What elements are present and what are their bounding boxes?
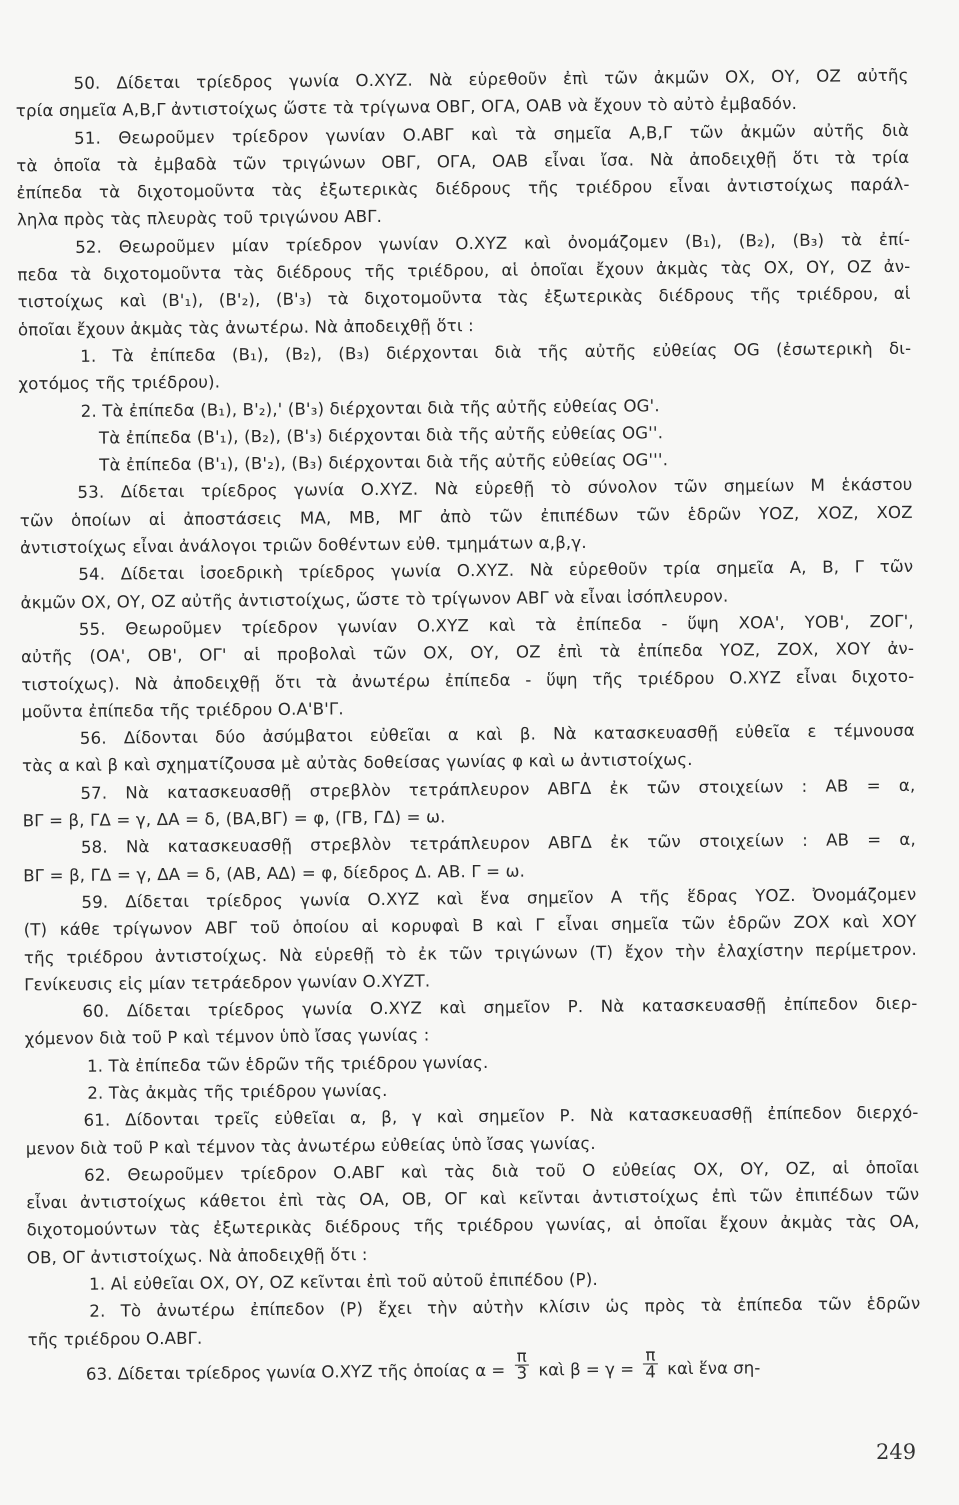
text-line: τὰς α καὶ β καὶ σχηματίζουσα μὲ αὐτὰς δοθείσας γωνίας φ καὶ ω ἀντιστοίχως. <box>22 750 693 776</box>
fraction-denominator: 3 <box>516 1363 528 1383</box>
text-line: 2. Τὰς ἀκμὰς τῆς τριέδρου γωνίας. <box>87 1080 388 1103</box>
problem-54 <box>20 553 913 616</box>
text-line: μοῦντα ἐπίπεδα τῆς τριέδρου Ο.Α'Β'Γ. <box>21 699 344 722</box>
text-line: 57. Νὰ κατασκευασθῇ στρεβλὸν τετράπλευρον ΑΒΓΔ ἐκ τῶν στοιχείων : ΑΒ = α, <box>80 775 916 803</box>
problem-51 <box>16 116 910 234</box>
fraction-pi-over-4 <box>643 1347 658 1380</box>
page-number: 249 <box>876 1440 917 1464</box>
math-suffix: καὶ ἕνα ση- <box>667 1358 761 1379</box>
problem-63 <box>28 1345 921 1394</box>
text-line: 50. Δίδεται τρίεδρος γωνία Ο.ΧΥΖ. Νὰ εὑρεθοῦν ἐπὶ τῶν ἀκμῶν ΟΧ, ΟΥ, ΟΖ αὐτῆς <box>73 65 909 93</box>
text-line: 58. Νὰ κατασκευασθῇ στρεβλὸν τετράπλευρον ΑΒΓΔ ἐκ τῶν στοιχείων : ΑΒ = α, <box>80 830 916 858</box>
text-line: πεδα τὰ διχοτομοῦντα τὰς διέδρους τῆς τριέδρου, αἱ ὁποῖαι ἔχουν ἀκμὰς τὰς ΟΧ, ΟΥ, ΟΖ ἀν- <box>17 256 911 285</box>
text-line: τιστοίχως καὶ (Β'₁), (Β'₂), (Β'₃) τὰ διχοτομοῦντα τὰς ἐξωτερικὰς διέδρους τῆς τριέδρου, αἱ <box>17 284 911 312</box>
math-middle: καὶ β = γ = <box>538 1359 635 1380</box>
text-line: 55. Θεωροῦμεν τρίεδρον γωνίαν Ο.ΧΥΖ καὶ τὰ ἐπίπεδα - ὕψη ΧΟΑ', ΥΟΒ', ΖΟΓ', <box>78 611 914 639</box>
text-line: Τὰ ἐπίπεδα (Β'₁), (Β'₂), (Β₃) διέρχονται διὰ τῆς αὐτῆς εὐθείας ΟG'''. <box>99 450 669 475</box>
text-line: Γενίκευσις εἰς μίαν τετράεδρον γωνίαν Ο.ΧΥΖΤ. <box>24 971 431 995</box>
text-line: 56. Δίδονται δύο ἀσύμβατοι εὐθεῖαι α καὶ β. Νὰ κατασκευασθῇ εὐθεῖα ε τέμνουσα <box>79 720 915 748</box>
text-line: Τὰ ἐπίπεδα (Β'₁), (Β₂), (Β'₃) διέρχονται διὰ τῆς αὐτῆς εὐθείας ΟG''. <box>98 423 664 448</box>
text-line: ἐπίπεδα τὰ διχοτομοῦντα τὰς ἐξωτερικὰς διέδρους τῆς τριέδρου εἶναι ἀντιστοίχως παράλ- <box>16 175 910 203</box>
problem-58 <box>23 826 916 889</box>
text-line: διχοτομούντων τὰς ἐξωτερικὰς διέδρους τῆς τριέδρου γωνίας, αἱ ὁποῖαι ἔχουν ἀκμὰς τὰς ΟΑ, <box>26 1212 920 1240</box>
text-line: χόμενον διὰ τοῦ Ρ καὶ τέμνον ὑπὸ ἴσας γωνίας : <box>24 1025 430 1049</box>
text-line: 53. Δίδεται τρίεδρος γωνία Ο.ΧΥΖ. Νὰ εὑρεθῇ τὸ σύνολον τῶν σημείων Μ ἑκάστου <box>77 475 913 503</box>
text-line: 54. Δίδεται ἰσοεδρικὴ τρίεδρος γωνία Ο.ΧΥΖ. Νὰ εὑρεθοῦν τρία σημεῖα Α, Β, Γ τῶν <box>78 557 914 585</box>
problem-60 <box>24 990 918 1108</box>
text-line: 52. Θεωροῦμεν μίαν τρίεδρον γωνίαν Ο.ΧΥΖ καὶ ὀνομάζομεν (Β₁), (Β₂), (Β₃) τὰ ἐπί- <box>75 229 911 257</box>
math-prefix: 63. Δίδεται τρίεδρος γωνία Ο.ΧΥΖ τῆς ὁποίας α = <box>85 1360 506 1384</box>
text-line: 1. Τὰ ἐπίπεδα τῶν ἑδρῶν τῆς τριέδρου γωνίας. <box>86 1052 489 1076</box>
problem-53 <box>19 471 913 561</box>
problem-50 <box>15 62 908 125</box>
text-line: τῆς τριέδρου ἀντιστοίχως. Νὰ εὑρεθῇ τὸ ἐκ τῶν τριγώνων (Τ) ἔχον τὴν ἐλαχίστην περίμετρον. <box>23 939 918 967</box>
math-line <box>28 1345 921 1394</box>
text-line: 2. Τὰ ἐπίπεδα (Β₁), Β'₂),' (Β'₃) διέρχονται διὰ τῆς αὐτῆς εὐθείας ΟG'. <box>80 395 660 421</box>
problem-61 <box>25 1099 918 1162</box>
fraction-pi-over-3 <box>514 1346 529 1383</box>
fraction-numerator: π <box>514 1349 529 1366</box>
text-line: (Τ) κάθε τρίγωνον ΑΒΓ τοῦ ὁποίου αἱ κορυφαὶ Β καὶ Γ εἶναι σημεῖα τῶν ἑδρῶν ΖΟΧ καὶ ΧΟΥ <box>23 912 917 940</box>
text-line: 60. Δίδεται τρίεδρος γωνία Ο.ΧΥΖ καὶ σημεῖον Ρ. Νὰ κατασκευασθῇ ἐπίπεδον διερ- <box>82 993 918 1021</box>
text-line: αὐτῆς (ΟΑ', ΟΒ', ΟΓ' αἱ προβολαὶ τῶν ΟΧ, ΟΥ, ΟΖ ἐπὶ τὰ ἐπίπεδα ΥΟΖ, ΖΟΧ, ΧΟΥ ἀν- <box>20 639 915 667</box>
problem-57 <box>22 772 915 835</box>
text-line: μενον διὰ τοῦ Ρ καὶ τέμνον τὰς ἀνωτέρω εὐθείας ὑπὸ ἴσας γωνίας. <box>25 1133 596 1158</box>
problem-52 <box>17 226 912 480</box>
text-line: 1. Αἱ εὐθεῖαι ΟΧ, ΟΥ, ΟΖ κεῖνται ἐπὶ τοῦ αὐτοῦ ἐπιπέδου (Ρ). <box>89 1269 598 1294</box>
problem-55 <box>21 608 915 726</box>
fraction-denominator: 4 <box>645 1362 657 1382</box>
text-line: 59. Δίδεται τρίεδρος γωνία Ο.ΧΥΖ καὶ ἕνα σημεῖον Α τῆς ἕδρας ΥΟΖ. Ὀνομάζομεν <box>81 884 917 912</box>
fraction-numerator: π <box>643 1347 658 1364</box>
text-line: 51. Θεωροῦμεν τρίεδρον γωνίαν Ο.ΑΒΓ καὶ τὰ σημεῖα Α,Β,Γ τῶν ἀκμῶν αὐτῆς διὰ <box>74 120 910 148</box>
text-line: τὰ ὁποῖα τὰ ἐμβαδὰ τῶν τριγώνων ΟΒΓ, ΟΓΑ, ΟΑΒ εἶναι ἴσα. Νὰ ἀποδειχθῇ ὅτι τὰ τρία <box>16 147 910 176</box>
text-line: τρία σημεῖα Α,Β,Γ ἀντιστοίχως ὥστε τὰ τρίγωνα ΟΒΓ, ΟΓΑ, ΟΑΒ νὰ ἔχουν τὸ αὐτὸ ἐμβαδόν. <box>15 94 798 121</box>
problem-56 <box>22 717 915 780</box>
text-line: χοτόμος τῆς τριέδρου). <box>18 372 221 394</box>
text-line: ἀντιστοίχως εἶναι ἀνάλογοι τριῶν δοθέντων εὐθ. τμημάτων α,β,γ. <box>19 533 587 558</box>
text-line: ΒΓ = β, ΓΔ = γ, ΔΑ = δ, (ΑΒ, ΑΔ) = φ, δίεδρος Δ. ΑΒ. Γ = ω. <box>23 861 526 885</box>
text-line: 1. Τὰ ἐπίπεδα (Β₁), (Β₂), (Β₃) διέρχονται διὰ τῆς αὐτῆς εὐθείας ΟG (ἐσωτερικὴ δι- <box>80 338 912 366</box>
problem-59 <box>23 881 917 999</box>
text-line: ληλα πρὸς τὰς πλευρὰς τοῦ τριγώνου ΑΒΓ. <box>16 207 383 230</box>
text-line: τῶν ὁποίων αἱ ἀποστάσεις ΜΑ, ΜΒ, ΜΓ ἀπὸ τῶν ἐπιπέδων τῶν ἑδρῶν ΥΟΖ, ΧΟΖ, ΧΟΖ <box>19 502 913 531</box>
text-line: 62. Θεωροῦμεν τρίεδρον Ο.ΑΒΓ καὶ τὰς διὰ τοῦ Ο εὐθείας ΟΧ, ΟΥ, ΟΖ, αἱ ὁποῖαι <box>83 1157 920 1185</box>
text-line: ἀκμῶν ΟΧ, ΟΥ, ΟΖ αὐτῆς ἀντιστοίχως, ὥστε τὸ τρίγωνον ΑΒΓ νὰ εἶναι ἰσόπλευρον. <box>20 586 729 613</box>
text-line: ὁποῖαι ἔχουν ἀκμὰς τὰς ἀνωτέρω. Νὰ ἀποδειχθῇ ὅτι : <box>17 315 474 340</box>
text-line: τιστοίχως). Νὰ ἀποδειχθῇ ὅτι τὰ ἀνωτέρω ἐπίπεδα - ὕψη τῆς τριέδρου Ο.ΧΥΖ εἶναι διχοτο- <box>21 666 915 694</box>
text-line: ΟΒ, ΟΓ ἀντιστοίχως. Νὰ ἀποδειχθῇ ὅτι : <box>26 1244 368 1268</box>
text-line: ΒΓ = β, ΓΔ = γ, ΔΑ = δ, (ΒΑ,ΒΓ) = φ, (ΓΒ, ΓΔ) = ω. <box>22 807 446 831</box>
problem-62 <box>26 1154 921 1354</box>
text-line: 61. Δίδονται τρεῖς εὐθεῖαι α, β, γ καὶ σημεῖον Ρ. Νὰ κατασκευασθῇ ἐπίπεδον διερχό- <box>83 1103 919 1131</box>
text-line: εἶναι ἀντιστοίχως κάθετοι ἐπὶ τὰς ΟΑ, ΟΒ, ΟΓ καὶ κεῖνται ἀντιστοίχως ἐπὶ τῶν ἐπιπέδων τῶν <box>26 1184 920 1213</box>
text-line: 2. Τὸ ἀνωτέρω ἐπίπεδον (Ρ) ἔχει τὴν αὐτὴν κλίσιν ὡς πρὸς τὰ ἐπίπεδα τῶν ἑδρῶν <box>89 1294 921 1322</box>
text-line: τῆς τριέδρου Ο.ΑΒΓ. <box>27 1328 203 1350</box>
